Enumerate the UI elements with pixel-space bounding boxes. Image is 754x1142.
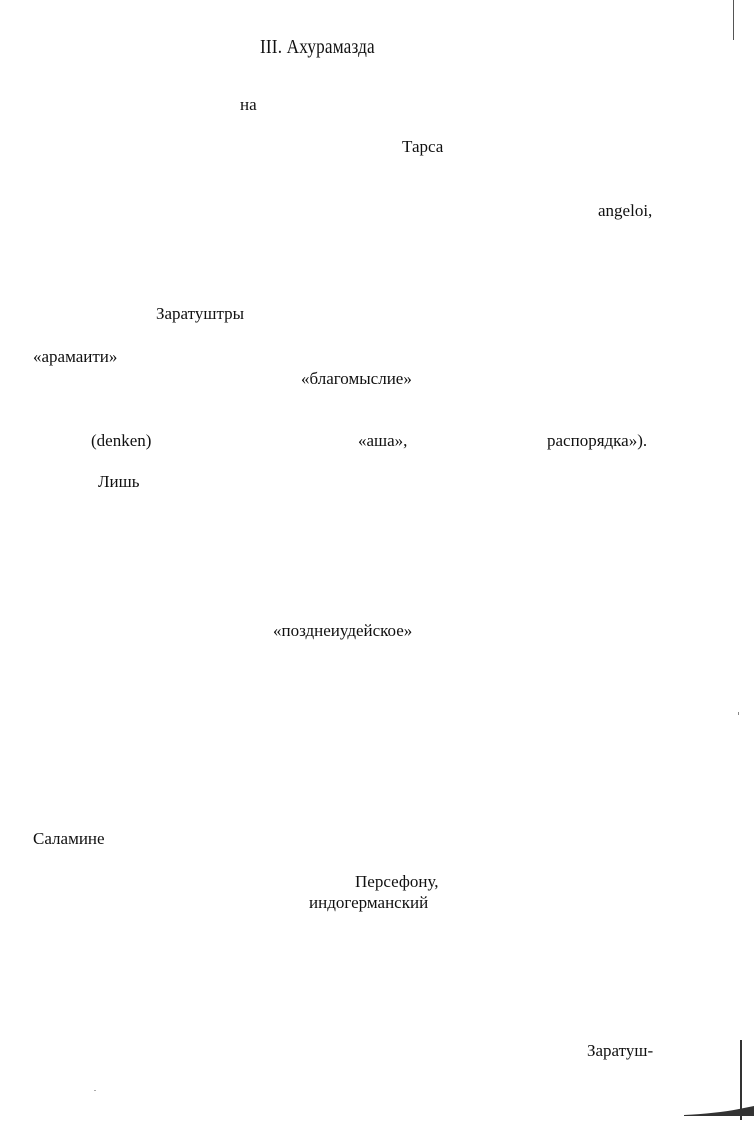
word-angeloi: angeloi, bbox=[598, 201, 653, 220]
word-rasporyadka: распорядка»). bbox=[547, 431, 648, 450]
word-indogermanskiy: индогерманский bbox=[309, 893, 429, 912]
scan-edge-mark-mid bbox=[738, 712, 739, 715]
word-asha: «аша», bbox=[358, 431, 408, 450]
chapter-heading: III. Ахурамазда bbox=[260, 36, 375, 58]
word-pozdneiudeyskoe: «позднеиудейское» bbox=[273, 621, 413, 640]
word-zaratush: Заратуш- bbox=[587, 1041, 654, 1060]
scan-corner-shadow bbox=[684, 1106, 754, 1116]
scan-edge-mark-top bbox=[733, 0, 734, 40]
word-aramaiti: «арамаити» bbox=[33, 347, 118, 366]
word-blagomyslie: «благомыслие» bbox=[301, 369, 412, 388]
word-lish: Лишь bbox=[98, 472, 140, 491]
word-na: на bbox=[240, 95, 257, 114]
word-salamine: Саламине bbox=[33, 829, 105, 848]
word-tarsa: Тарса bbox=[402, 137, 444, 156]
word-zaratushtry: Заратуштры bbox=[156, 304, 245, 323]
scan-speck bbox=[94, 1090, 96, 1091]
word-denken: (denken) bbox=[91, 431, 152, 450]
word-persefonu: Персефону, bbox=[355, 872, 439, 891]
